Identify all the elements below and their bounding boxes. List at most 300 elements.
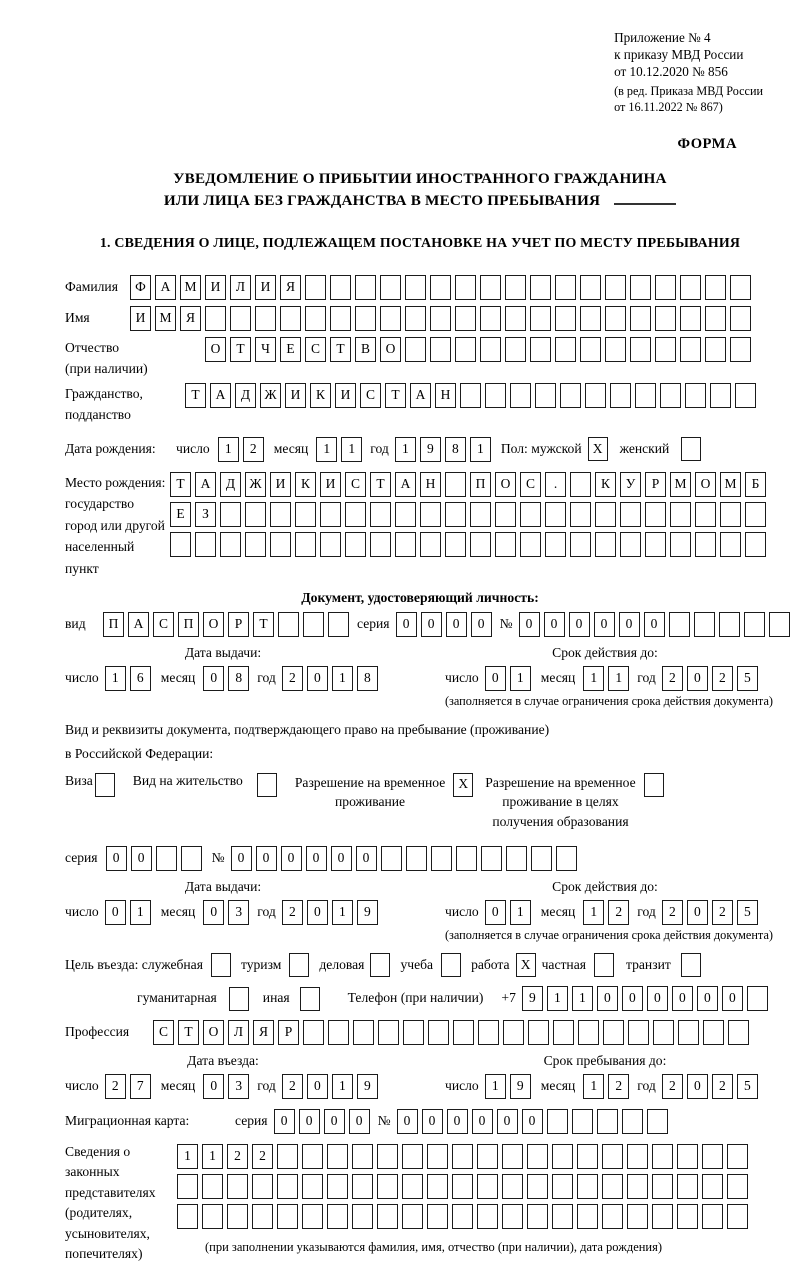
char-cell[interactable]: 0 (131, 846, 152, 871)
visa-checkbox[interactable] (95, 773, 115, 797)
char-cell[interactable]: С (345, 472, 366, 497)
char-cell[interactable] (480, 337, 501, 362)
char-cell[interactable] (727, 1144, 748, 1169)
char-cell[interactable]: 1 (316, 437, 337, 462)
char-cell[interactable] (481, 846, 502, 871)
char-cell[interactable]: 1 (332, 666, 353, 691)
char-cell[interactable]: 3 (228, 1074, 249, 1099)
char-cell[interactable] (556, 846, 577, 871)
char-cell[interactable] (680, 306, 701, 331)
char-cell[interactable]: Ж (245, 472, 266, 497)
char-cell[interactable]: Т (185, 383, 206, 408)
purpose-commercial-checkbox[interactable] (370, 953, 390, 977)
char-cell[interactable]: А (210, 383, 231, 408)
char-cell[interactable] (402, 1204, 423, 1229)
char-cell[interactable] (505, 275, 526, 300)
char-cell[interactable]: 1 (332, 900, 353, 925)
char-cell[interactable] (355, 275, 376, 300)
char-cell[interactable]: О (203, 1020, 224, 1045)
char-cell[interactable] (531, 846, 552, 871)
char-cell[interactable] (455, 337, 476, 362)
char-cell[interactable] (680, 337, 701, 362)
char-cell[interactable] (597, 1109, 618, 1134)
char-cell[interactable]: З (195, 502, 216, 527)
char-cell[interactable] (352, 1204, 373, 1229)
purpose-transit-checkbox[interactable] (681, 953, 701, 977)
char-cell[interactable]: 0 (622, 986, 643, 1011)
char-cell[interactable]: Р (228, 612, 249, 637)
char-cell[interactable] (730, 275, 751, 300)
char-cell[interactable] (303, 1020, 324, 1045)
char-cell[interactable] (427, 1174, 448, 1199)
char-cell[interactable]: 0 (356, 846, 377, 871)
char-cell[interactable]: Е (170, 502, 191, 527)
char-cell[interactable] (230, 306, 251, 331)
char-cell[interactable] (345, 502, 366, 527)
char-cell[interactable]: 9 (357, 1074, 378, 1099)
char-cell[interactable] (605, 275, 626, 300)
char-cell[interactable]: 9 (522, 986, 543, 1011)
char-cell[interactable]: 0 (307, 900, 328, 925)
char-cell[interactable]: 0 (274, 1109, 295, 1134)
char-cell[interactable]: 1 (583, 900, 604, 925)
char-cell[interactable] (328, 1020, 349, 1045)
char-cell[interactable] (555, 337, 576, 362)
char-cell[interactable]: 0 (203, 1074, 224, 1099)
char-cell[interactable]: 1 (583, 1074, 604, 1099)
char-cell[interactable]: И (255, 275, 276, 300)
char-cell[interactable]: 0 (307, 666, 328, 691)
char-cell[interactable] (628, 1020, 649, 1045)
char-cell[interactable] (445, 502, 466, 527)
char-cell[interactable] (555, 275, 576, 300)
temp-residence-permit-checkbox[interactable]: X (453, 773, 473, 797)
char-cell[interactable] (585, 383, 606, 408)
char-cell[interactable] (677, 1174, 698, 1199)
char-cell[interactable] (420, 502, 441, 527)
char-cell[interactable] (705, 337, 726, 362)
char-cell[interactable]: 5 (737, 1074, 758, 1099)
char-cell[interactable] (627, 1204, 648, 1229)
char-cell[interactable] (377, 1204, 398, 1229)
char-cell[interactable] (502, 1144, 523, 1169)
char-cell[interactable] (245, 502, 266, 527)
char-cell[interactable]: 0 (106, 846, 127, 871)
char-cell[interactable] (177, 1204, 198, 1229)
char-cell[interactable] (305, 275, 326, 300)
char-cell[interactable]: 8 (228, 666, 249, 691)
char-cell[interactable]: Н (420, 472, 441, 497)
char-cell[interactable]: Т (385, 383, 406, 408)
char-cell[interactable] (380, 275, 401, 300)
char-cell[interactable] (453, 1020, 474, 1045)
char-cell[interactable]: 9 (510, 1074, 531, 1099)
char-cell[interactable]: А (195, 472, 216, 497)
char-cell[interactable]: 0 (397, 1109, 418, 1134)
char-cell[interactable]: 1 (470, 437, 491, 462)
char-cell[interactable]: Т (230, 337, 251, 362)
purpose-other-checkbox[interactable] (300, 987, 320, 1011)
char-cell[interactable] (730, 337, 751, 362)
char-cell[interactable]: 2 (662, 666, 683, 691)
char-cell[interactable]: 0 (485, 666, 506, 691)
char-cell[interactable] (480, 275, 501, 300)
char-cell[interactable]: Ф (130, 275, 151, 300)
char-cell[interactable] (506, 846, 527, 871)
char-cell[interactable]: 0 (307, 1074, 328, 1099)
char-cell[interactable] (302, 1174, 323, 1199)
char-cell[interactable]: И (270, 472, 291, 497)
char-cell[interactable] (635, 383, 656, 408)
char-cell[interactable]: 2 (662, 900, 683, 925)
char-cell[interactable] (277, 1204, 298, 1229)
char-cell[interactable] (445, 472, 466, 497)
purpose-work-checkbox[interactable]: X (516, 953, 536, 977)
char-cell[interactable]: 2 (712, 666, 733, 691)
char-cell[interactable] (695, 532, 716, 557)
char-cell[interactable] (252, 1174, 273, 1199)
char-cell[interactable] (580, 337, 601, 362)
char-cell[interactable] (620, 502, 641, 527)
char-cell[interactable] (245, 532, 266, 557)
char-cell[interactable] (530, 306, 551, 331)
purpose-tourism-checkbox[interactable] (289, 953, 309, 977)
char-cell[interactable]: 0 (471, 612, 492, 637)
char-cell[interactable] (630, 306, 651, 331)
char-cell[interactable] (477, 1144, 498, 1169)
char-cell[interactable] (378, 1020, 399, 1045)
char-cell[interactable] (370, 502, 391, 527)
char-cell[interactable]: 2 (105, 1074, 126, 1099)
char-cell[interactable] (255, 306, 276, 331)
char-cell[interactable]: 0 (256, 846, 277, 871)
char-cell[interactable]: А (155, 275, 176, 300)
char-cell[interactable] (505, 306, 526, 331)
char-cell[interactable]: 0 (447, 1109, 468, 1134)
char-cell[interactable]: 2 (608, 1074, 629, 1099)
char-cell[interactable]: П (178, 612, 199, 637)
char-cell[interactable] (744, 612, 765, 637)
char-cell[interactable] (405, 337, 426, 362)
char-cell[interactable] (747, 986, 768, 1011)
char-cell[interactable] (669, 612, 690, 637)
char-cell[interactable]: А (395, 472, 416, 497)
char-cell[interactable]: 2 (282, 900, 303, 925)
char-cell[interactable]: А (128, 612, 149, 637)
char-cell[interactable]: 0 (687, 900, 708, 925)
char-cell[interactable] (577, 1204, 598, 1229)
char-cell[interactable] (602, 1174, 623, 1199)
char-cell[interactable] (622, 1109, 643, 1134)
char-cell[interactable] (320, 502, 341, 527)
char-cell[interactable]: И (335, 383, 356, 408)
char-cell[interactable] (305, 306, 326, 331)
char-cell[interactable]: 0 (421, 612, 442, 637)
char-cell[interactable] (430, 306, 451, 331)
char-cell[interactable] (270, 532, 291, 557)
char-cell[interactable] (670, 502, 691, 527)
char-cell[interactable] (620, 532, 641, 557)
char-cell[interactable] (710, 383, 731, 408)
char-cell[interactable] (702, 1174, 723, 1199)
char-cell[interactable] (530, 337, 551, 362)
purpose-humanitarian-checkbox[interactable] (229, 987, 249, 1011)
char-cell[interactable]: 0 (497, 1109, 518, 1134)
char-cell[interactable] (455, 275, 476, 300)
char-cell[interactable]: О (205, 337, 226, 362)
char-cell[interactable] (370, 532, 391, 557)
char-cell[interactable] (302, 1144, 323, 1169)
char-cell[interactable] (769, 612, 790, 637)
purpose-study-checkbox[interactable] (441, 953, 461, 977)
char-cell[interactable] (406, 846, 427, 871)
char-cell[interactable]: Ж (260, 383, 281, 408)
char-cell[interactable] (553, 1020, 574, 1045)
char-cell[interactable] (603, 1020, 624, 1045)
char-cell[interactable] (478, 1020, 499, 1045)
char-cell[interactable]: Я (253, 1020, 274, 1045)
char-cell[interactable]: Б (745, 472, 766, 497)
char-cell[interactable] (645, 502, 666, 527)
char-cell[interactable] (578, 1020, 599, 1045)
char-cell[interactable] (570, 502, 591, 527)
char-cell[interactable]: 0 (697, 986, 718, 1011)
char-cell[interactable] (227, 1204, 248, 1229)
char-cell[interactable]: М (180, 275, 201, 300)
char-cell[interactable]: 9 (357, 900, 378, 925)
char-cell[interactable]: 0 (203, 666, 224, 691)
char-cell[interactable]: 0 (231, 846, 252, 871)
char-cell[interactable] (677, 1144, 698, 1169)
char-cell[interactable]: 1 (608, 666, 629, 691)
char-cell[interactable] (377, 1144, 398, 1169)
char-cell[interactable] (470, 532, 491, 557)
char-cell[interactable]: 2 (243, 437, 264, 462)
char-cell[interactable] (652, 1144, 673, 1169)
char-cell[interactable] (694, 612, 715, 637)
char-cell[interactable]: 0 (485, 900, 506, 925)
char-cell[interactable] (728, 1020, 749, 1045)
char-cell[interactable] (355, 306, 376, 331)
char-cell[interactable] (745, 502, 766, 527)
char-cell[interactable] (630, 275, 651, 300)
char-cell[interactable] (205, 306, 226, 331)
char-cell[interactable] (705, 306, 726, 331)
char-cell[interactable] (402, 1174, 423, 1199)
char-cell[interactable]: 8 (357, 666, 378, 691)
char-cell[interactable] (670, 532, 691, 557)
char-cell[interactable] (595, 532, 616, 557)
char-cell[interactable] (580, 306, 601, 331)
char-cell[interactable]: Е (280, 337, 301, 362)
char-cell[interactable] (327, 1174, 348, 1199)
char-cell[interactable] (405, 275, 426, 300)
char-cell[interactable]: 2 (282, 1074, 303, 1099)
char-cell[interactable] (605, 306, 626, 331)
char-cell[interactable]: . (545, 472, 566, 497)
char-cell[interactable] (495, 532, 516, 557)
char-cell[interactable] (505, 337, 526, 362)
char-cell[interactable]: 0 (306, 846, 327, 871)
char-cell[interactable] (445, 532, 466, 557)
char-cell[interactable]: Т (170, 472, 191, 497)
char-cell[interactable]: 0 (281, 846, 302, 871)
char-cell[interactable]: 1 (332, 1074, 353, 1099)
char-cell[interactable] (605, 337, 626, 362)
char-cell[interactable] (430, 337, 451, 362)
char-cell[interactable]: С (360, 383, 381, 408)
char-cell[interactable] (352, 1174, 373, 1199)
char-cell[interactable]: В (355, 337, 376, 362)
char-cell[interactable]: 3 (228, 900, 249, 925)
char-cell[interactable] (727, 1204, 748, 1229)
char-cell[interactable] (745, 532, 766, 557)
char-cell[interactable] (455, 306, 476, 331)
char-cell[interactable] (377, 1174, 398, 1199)
char-cell[interactable]: И (205, 275, 226, 300)
char-cell[interactable] (170, 532, 191, 557)
char-cell[interactable] (431, 846, 452, 871)
char-cell[interactable]: 1 (395, 437, 416, 462)
char-cell[interactable] (456, 846, 477, 871)
char-cell[interactable]: 5 (737, 666, 758, 691)
char-cell[interactable]: 0 (472, 1109, 493, 1134)
char-cell[interactable] (452, 1174, 473, 1199)
char-cell[interactable] (677, 1204, 698, 1229)
char-cell[interactable]: 0 (644, 612, 665, 637)
char-cell[interactable]: 2 (712, 900, 733, 925)
char-cell[interactable] (702, 1144, 723, 1169)
char-cell[interactable] (302, 1204, 323, 1229)
char-cell[interactable] (177, 1174, 198, 1199)
char-cell[interactable]: П (103, 612, 124, 637)
char-cell[interactable]: 2 (608, 900, 629, 925)
char-cell[interactable] (530, 275, 551, 300)
char-cell[interactable] (477, 1174, 498, 1199)
char-cell[interactable]: Т (370, 472, 391, 497)
char-cell[interactable] (402, 1144, 423, 1169)
char-cell[interactable] (680, 275, 701, 300)
residence-permit-checkbox[interactable] (257, 773, 277, 797)
char-cell[interactable] (580, 275, 601, 300)
char-cell[interactable] (427, 1144, 448, 1169)
char-cell[interactable] (727, 1174, 748, 1199)
char-cell[interactable]: 1 (510, 666, 531, 691)
char-cell[interactable] (602, 1204, 623, 1229)
char-cell[interactable] (572, 1109, 593, 1134)
char-cell[interactable] (527, 1144, 548, 1169)
char-cell[interactable] (695, 502, 716, 527)
char-cell[interactable] (277, 1174, 298, 1199)
char-cell[interactable]: 1 (547, 986, 568, 1011)
char-cell[interactable] (495, 502, 516, 527)
char-cell[interactable]: К (295, 472, 316, 497)
char-cell[interactable] (227, 1174, 248, 1199)
char-cell[interactable] (735, 383, 756, 408)
char-cell[interactable] (647, 1109, 668, 1134)
char-cell[interactable] (655, 337, 676, 362)
char-cell[interactable] (330, 306, 351, 331)
char-cell[interactable] (602, 1144, 623, 1169)
char-cell[interactable] (430, 275, 451, 300)
char-cell[interactable]: Т (253, 612, 274, 637)
char-cell[interactable]: П (470, 472, 491, 497)
char-cell[interactable] (303, 612, 324, 637)
char-cell[interactable]: С (153, 612, 174, 637)
char-cell[interactable]: К (310, 383, 331, 408)
char-cell[interactable] (720, 502, 741, 527)
char-cell[interactable] (552, 1144, 573, 1169)
char-cell[interactable] (545, 532, 566, 557)
char-cell[interactable]: 0 (299, 1109, 320, 1134)
char-cell[interactable]: 0 (396, 612, 417, 637)
char-cell[interactable] (477, 1204, 498, 1229)
char-cell[interactable] (527, 1174, 548, 1199)
char-cell[interactable]: 1 (177, 1144, 198, 1169)
char-cell[interactable]: 2 (252, 1144, 273, 1169)
char-cell[interactable] (202, 1204, 223, 1229)
char-cell[interactable]: О (695, 472, 716, 497)
char-cell[interactable]: 2 (282, 666, 303, 691)
char-cell[interactable] (395, 532, 416, 557)
char-cell[interactable] (652, 1174, 673, 1199)
char-cell[interactable]: Я (180, 306, 201, 331)
char-cell[interactable] (403, 1020, 424, 1045)
char-cell[interactable]: 0 (349, 1109, 370, 1134)
char-cell[interactable] (702, 1204, 723, 1229)
char-cell[interactable] (405, 306, 426, 331)
char-cell[interactable] (655, 306, 676, 331)
char-cell[interactable]: 0 (331, 846, 352, 871)
char-cell[interactable] (720, 532, 741, 557)
char-cell[interactable] (655, 275, 676, 300)
char-cell[interactable]: 2 (712, 1074, 733, 1099)
sex-male-checkbox[interactable]: X (588, 437, 608, 461)
char-cell[interactable] (627, 1144, 648, 1169)
char-cell[interactable]: Л (228, 1020, 249, 1045)
char-cell[interactable]: Л (230, 275, 251, 300)
char-cell[interactable] (427, 1204, 448, 1229)
char-cell[interactable] (535, 383, 556, 408)
char-cell[interactable] (520, 502, 541, 527)
char-cell[interactable]: 0 (544, 612, 565, 637)
char-cell[interactable] (502, 1174, 523, 1199)
char-cell[interactable] (156, 846, 177, 871)
char-cell[interactable] (528, 1020, 549, 1045)
char-cell[interactable] (570, 472, 591, 497)
char-cell[interactable] (452, 1204, 473, 1229)
char-cell[interactable] (645, 532, 666, 557)
char-cell[interactable]: 1 (130, 900, 151, 925)
char-cell[interactable] (705, 275, 726, 300)
char-cell[interactable] (610, 383, 631, 408)
char-cell[interactable]: 0 (597, 986, 618, 1011)
char-cell[interactable]: Н (435, 383, 456, 408)
char-cell[interactable]: 1 (341, 437, 362, 462)
char-cell[interactable]: И (130, 306, 151, 331)
char-cell[interactable] (295, 502, 316, 527)
char-cell[interactable]: 0 (594, 612, 615, 637)
char-cell[interactable] (595, 502, 616, 527)
char-cell[interactable] (552, 1174, 573, 1199)
char-cell[interactable]: О (380, 337, 401, 362)
char-cell[interactable] (527, 1204, 548, 1229)
char-cell[interactable]: 0 (522, 1109, 543, 1134)
char-cell[interactable] (577, 1174, 598, 1199)
char-cell[interactable]: А (410, 383, 431, 408)
char-cell[interactable] (181, 846, 202, 871)
char-cell[interactable]: 0 (687, 666, 708, 691)
